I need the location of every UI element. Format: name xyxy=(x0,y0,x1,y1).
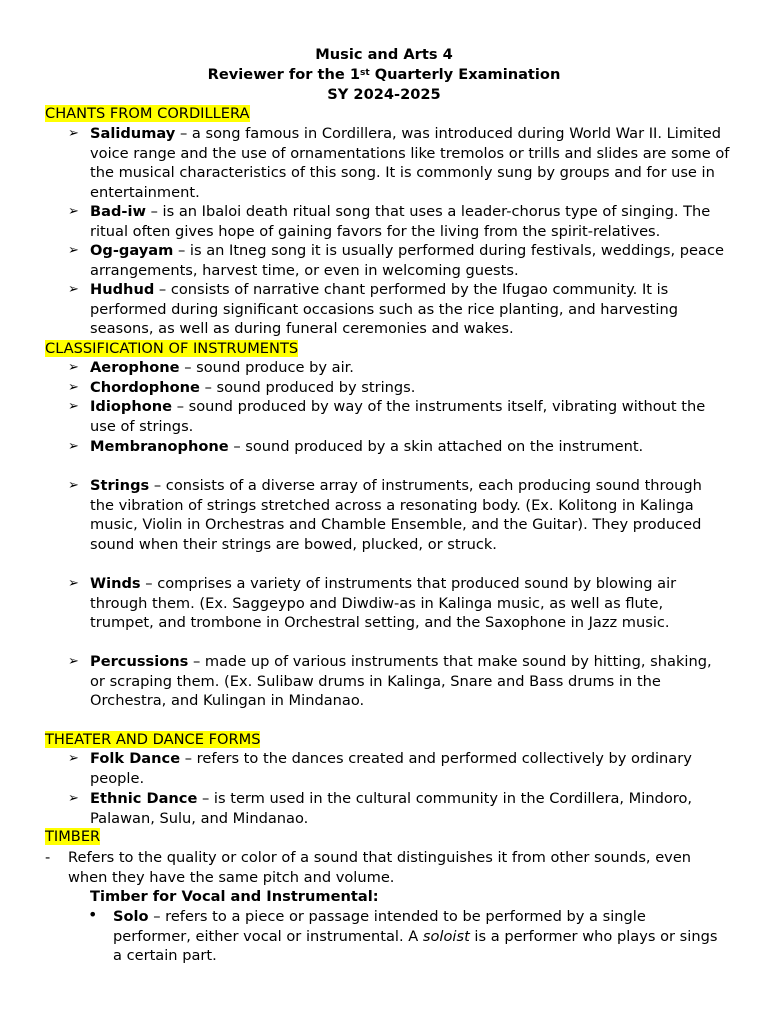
list-item: Bad-iw – is an Ibaloi death ritual song that uses a leader-chorus type of singing. The ritual often gives hope of gaining favors for the living from the spirit-relatives. xyxy=(90,203,711,240)
list-item: Percussions – made up of various instruments that make sound by hitting, shaking, or scraping them. (Ex. Sulibaw drums in Kalinga, Snare and Bass drums in the Orchestra, and Kulingan in Mindanao. xyxy=(90,653,712,710)
arrow-bullet-icon: ➢ xyxy=(68,751,79,766)
document-title: Music and Arts 4 xyxy=(315,46,453,63)
section-heading-theater: THEATER AND DANCE FORMS xyxy=(45,731,261,748)
arrow-bullet-icon: ➢ xyxy=(68,360,79,375)
arrow-bullet-icon: ➢ xyxy=(68,126,79,141)
timber-definition: Refers to the quality or color of a sound that distinguishes it from other sounds, even when they have the same pitch and volume. xyxy=(68,849,692,886)
arrow-bullet-icon: ➢ xyxy=(68,380,79,395)
section-heading-timber: TIMBER xyxy=(45,828,101,845)
arrow-bullet-icon: ➢ xyxy=(68,439,79,454)
arrow-bullet-icon: ➢ xyxy=(68,243,79,258)
list-item: Aerophone – sound produce by air. xyxy=(90,359,354,376)
list-item: Membranophone – sound produced by a skin attached on the instrument. xyxy=(90,438,644,455)
list-item: Og-gayam – is an Itneg song it is usually performed during festivals, weddings, peace arrangements, harvest time, or even in welcoming guests. xyxy=(90,242,724,279)
list-item: Solo – refers to a piece or passage intended to be performed by a single performer, either vocal or instrumental. A soloist is a performer who plays or sings a certain part. xyxy=(113,908,718,965)
arrow-bullet-icon: ➢ xyxy=(68,399,79,414)
list-item: Winds – comprises a variety of instruments that produced sound by blowing air through them. (Ex. Saggeypo and Diwdiw-as in Kalinga music, as well as flute, trumpet, and trombone in Orchestral setting, and the Saxophone in Jazz music. xyxy=(90,575,677,632)
school-year: SY 2024-2025 xyxy=(327,86,441,103)
list-item: Strings – consists of a diverse array of instruments, each producing sound through the vibration of strings stretched across a resonating body. (Ex. Kolitong in Kalinga music, Violin in Orchestras and Chamble Ensemble, and the Guitar). They produced sound when their strings are bowed, plucked, or struck. xyxy=(90,477,702,553)
list-item: Folk Dance – refers to the dances created and performed collectively by ordinary people. xyxy=(90,750,692,787)
list-item: Idiophone – sound produced by way of the instruments itself, vibrating without the use of strings. xyxy=(90,398,706,435)
subtitle-text: Reviewer for the 1 xyxy=(207,66,360,83)
subtitle-text-end: Quarterly Examination xyxy=(369,66,561,83)
subtitle-superscript: st xyxy=(360,68,370,78)
list-item: Salidumay – a song famous in Cordillera, was introduced during World War II. Limited voice range and the use of ornamentations like tremolos or trills and slides are some of the musical characteristics of this song. It is commonly sung by groups and for use in entertainment. xyxy=(90,125,730,201)
timber-subheading: Timber for Vocal and Instrumental: xyxy=(90,888,379,905)
arrow-bullet-icon: ➢ xyxy=(68,282,79,297)
arrow-bullet-icon: ➢ xyxy=(68,204,79,219)
list-item: Ethnic Dance – is term used in the cultural community in the Cordillera, Mindoro, Palawan, Sulu, and Mindanao. xyxy=(90,790,693,827)
arrow-bullet-icon: ➢ xyxy=(68,576,79,591)
document-subtitle xyxy=(0,65,768,85)
list-item: Chordophone – sound produced by strings. xyxy=(90,379,416,396)
arrow-bullet-icon: ➢ xyxy=(68,791,79,806)
arrow-bullet-icon: ➢ xyxy=(68,654,79,669)
list-item: Hudhud – consists of narrative chant performed by the Ifugao community. It is performed during significant occasions such as the rice planting, and harvesting seasons, as well as during funeral ceremonies and wakes. xyxy=(90,281,678,338)
bullet-icon: • xyxy=(88,905,98,924)
dash-bullet: - xyxy=(45,849,51,866)
arrow-bullet-icon: ➢ xyxy=(68,478,79,493)
section-heading-chants: CHANTS FROM CORDILLERA xyxy=(45,105,250,122)
section-heading-classification: CLASSIFICATION OF INSTRUMENTS xyxy=(45,340,299,357)
